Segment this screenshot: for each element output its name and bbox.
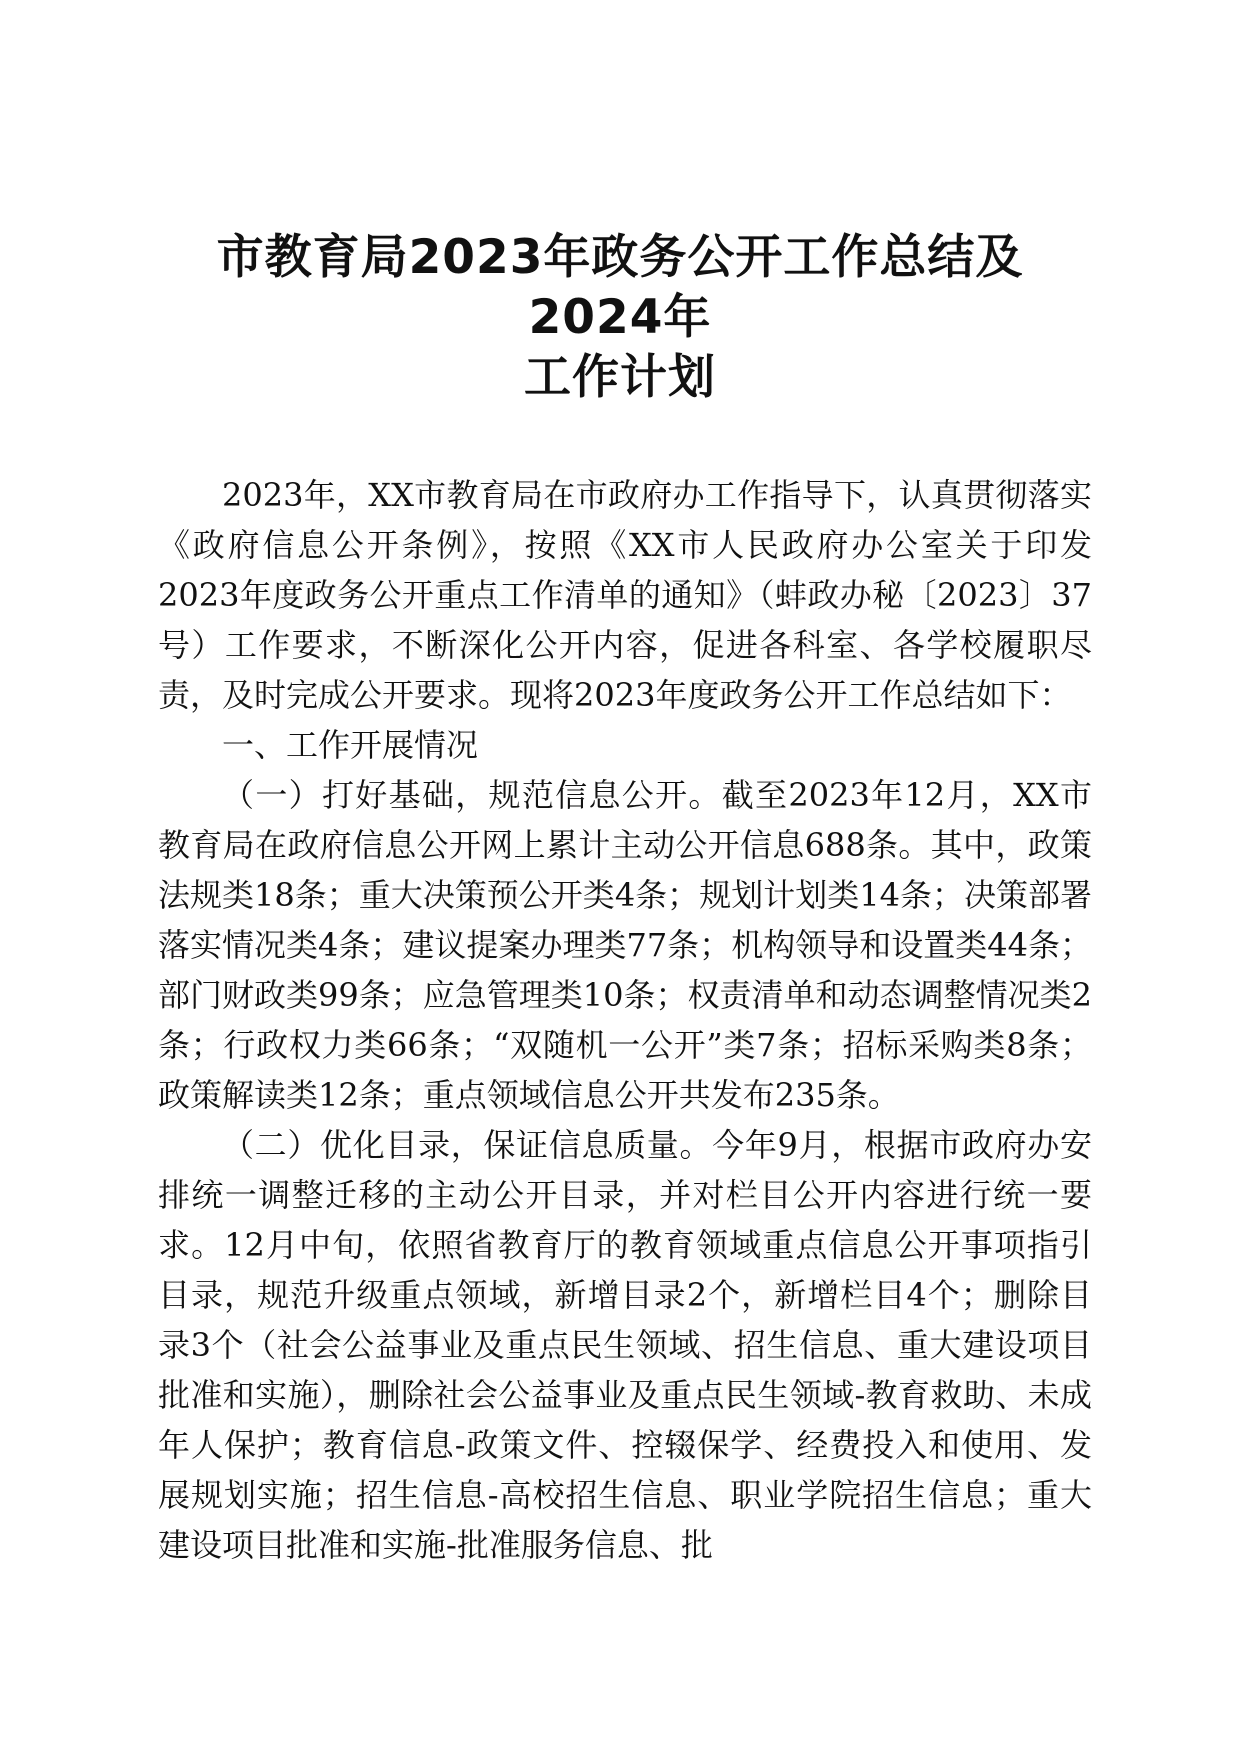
intro-paragraph: 2023年，XX市教育局在市政府办工作指导下，认真贯彻落实《政府信息公开条例》，按照《XX市人民政府办公室关于印发2023年度政务公开重点工作清单的通知》（蚌政办秘〔2023〕37号）工作要求，不断深化公开内容，促进各科室、各学校履职尽责，及时完成公开要求。现将2023年度政务公开工作总结如下： [158, 476, 1092, 714]
item-1-body: 截至2023年12月，XX市教育局在政府信息公开网上累计主动公开信息688条。其中，政策法规类18条；重大决策预公开类4条；规划计划类14条；决策部署落实情况类4条；建议提案办理类77条；机构领导和设置类44条；部门财政类99条；应急管理类10条；权责清单和动态调整情况类2条；行政权力类66条；“双随机一公开”类7条；招标采购类8条；政策解读类12条；重点领域信息公开共发布235条。 [158, 776, 1092, 1114]
document-body [158, 470, 1092, 1570]
section-heading-work-progress: 一、工作开展情况 [222, 726, 479, 764]
item-2-paragraph [158, 1120, 1092, 1570]
document-title-line-2: 工作计划 [524, 350, 716, 405]
document-title-line-1: 市教育局2023年政务公开工作总结及2024年 [216, 230, 1024, 345]
item-2-body: 今年9月，根据市政府办安排统一调整迁移的主动公开目录，并对栏目公开内容进行统一要求。12月中旬，依照省教育厅的教育领域重点信息公开事项指引目录，规范升级重点领域，新增目录2个，新增栏目4个；删除目录3个（社会公益事业及重点民生领域、招生信息、重大建设项目批准和实施），删除社会公益事业及重点民生领域-教育救助、未成年人保护；教育信息-政策文件、控辍保学、经费投入和使用、发展规划实施；招生信息-高校招生信息、职业学院招生信息；重大建设项目批准和实施-批准服务信息、批 [158, 1126, 1092, 1564]
item-1-lead: （一）打好基础，规范信息公开。 [222, 776, 722, 814]
item-1-paragraph [158, 770, 1092, 1120]
item-2-lead: （二）优化目录，保证信息质量。 [222, 1126, 713, 1164]
